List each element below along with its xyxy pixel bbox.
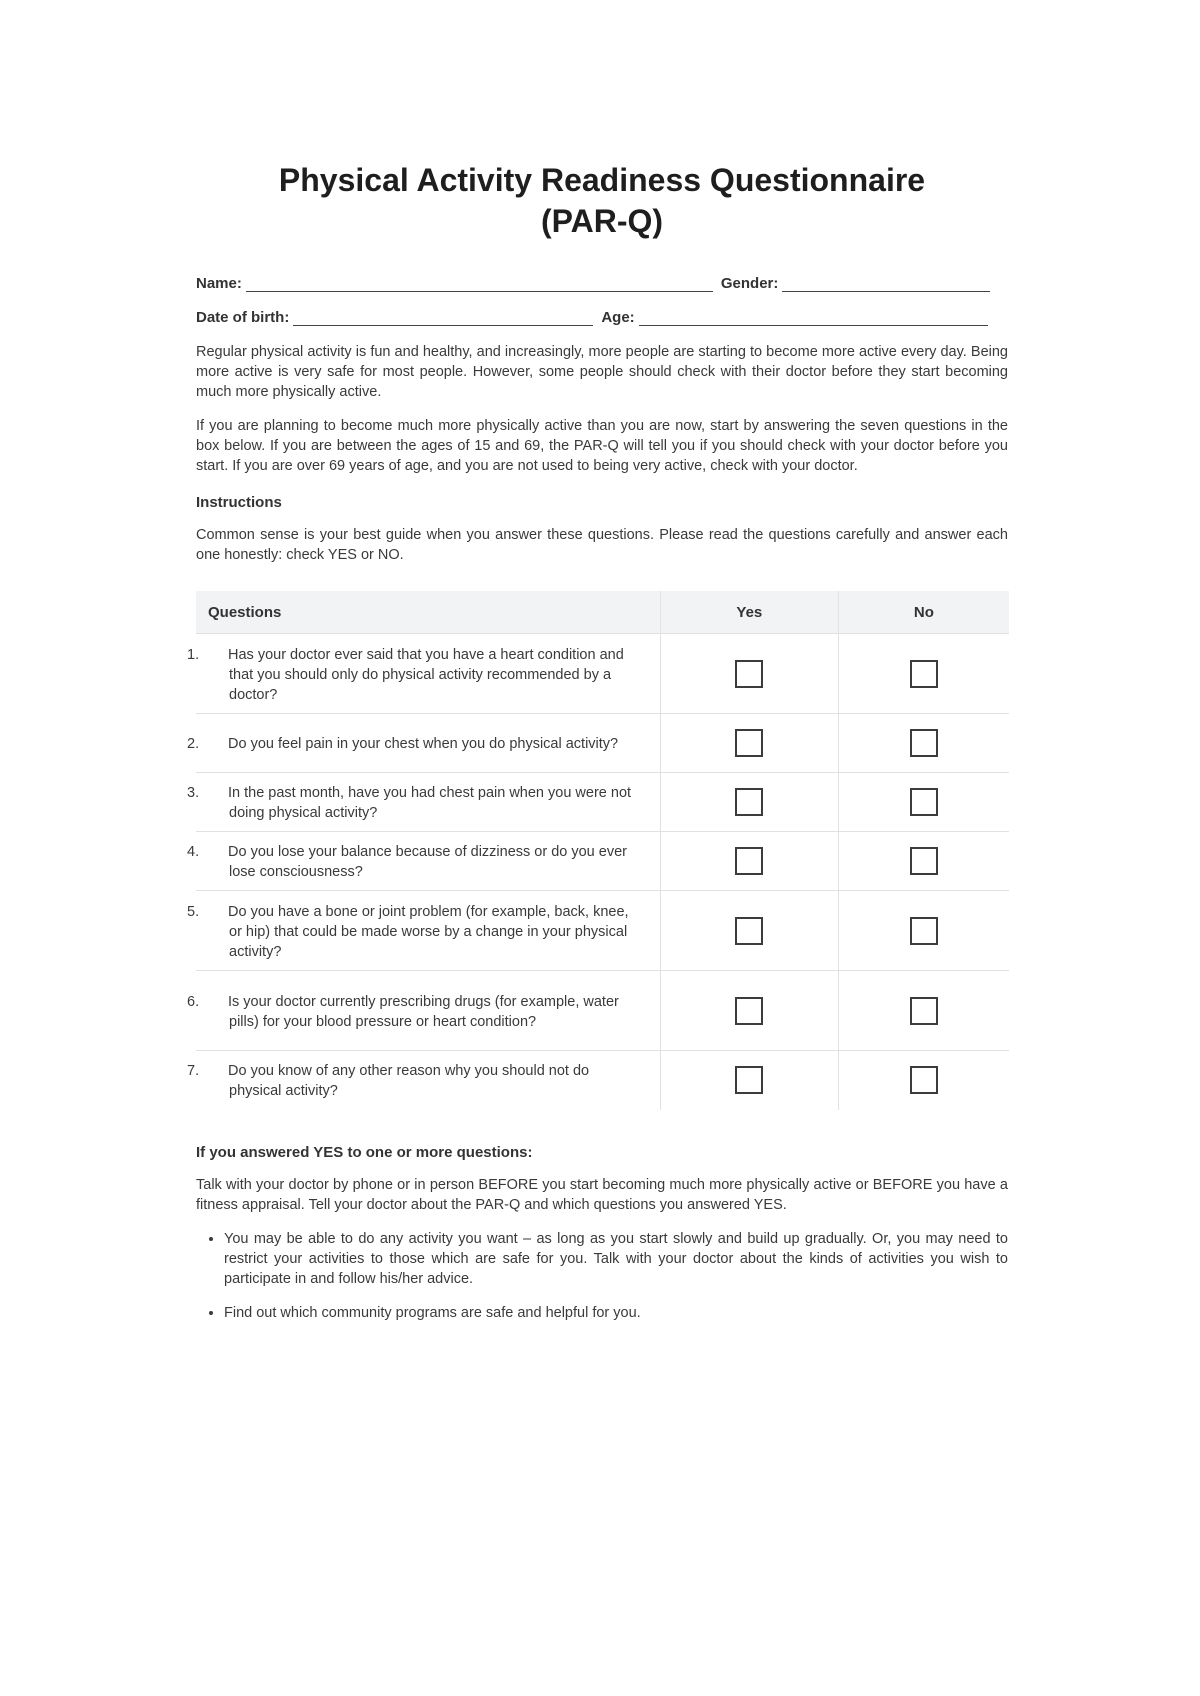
question-number: 4. [187, 844, 200, 860]
yes-cell [660, 1051, 838, 1110]
gender-label: Gender: [720, 275, 779, 292]
advice-list [196, 1229, 1008, 1323]
question-number: 3. [187, 785, 200, 801]
no-checkbox[interactable] [910, 729, 938, 757]
yes-checkbox[interactable] [735, 847, 763, 875]
questions-column-header: Questions [196, 591, 660, 634]
questions-table [187, 591, 1009, 1110]
yes-checkbox[interactable] [735, 660, 763, 688]
page-title-line-2: (PAR-Q) [540, 203, 664, 239]
yes-checkbox[interactable] [735, 1066, 763, 1094]
yes-cell [660, 773, 838, 832]
list-item: • You may be able to do any activity you want – as long as you start slowly and build up gradually. Or, you may need to restrict your activities to those which are safe for you. Talk with your doctor about the kinds of activities you wish to participate in and follow his/her advice. [224, 1229, 1008, 1289]
name-field[interactable] [246, 275, 713, 292]
page-title-line-1: Physical Activity Readiness Questionnaire [278, 162, 926, 198]
yes-checkbox[interactable] [735, 997, 763, 1025]
question-number: 6. [187, 993, 200, 1010]
question-number: 7. [187, 1063, 200, 1080]
table-row [196, 891, 1009, 971]
question-text: Is your doctor currently prescribing drugs (for example, water pills) for your blood pressure or heart condition? [228, 993, 619, 1030]
dob-label: Date of birth: [196, 309, 290, 326]
table-row [196, 832, 1009, 891]
yes-column-header: Yes [660, 591, 838, 634]
intro-paragraph-1: Regular physical activity is fun and healthy, and increasingly, more people are starting to become more active every day. Being more active is very safe for most people. However, some people should check with their doctor before they start becoming much more physically active. [196, 344, 1008, 400]
question-number: 1. [187, 646, 200, 663]
no-checkbox[interactable] [910, 917, 938, 945]
yes-checkbox[interactable] [735, 729, 763, 757]
no-cell [838, 634, 1009, 714]
list-item: • Find out which community programs are safe and helpful for you. [224, 1303, 1008, 1323]
question-cell [187, 714, 660, 773]
age-label: Age: [601, 309, 635, 326]
name-label: Name: [196, 275, 242, 292]
question-text: Do you know of any other reason why you should not do physical activity? [228, 1063, 590, 1100]
dob-field[interactable] [293, 309, 593, 326]
yes-section-text: Talk with your doctor by phone or in person BEFORE you start becoming much more physically active or BEFORE you have a fitness appraisal. Tell your doctor about the PAR-Q and which questions you answered YES. [196, 1176, 1008, 1213]
question-cell [187, 773, 660, 832]
no-checkbox[interactable] [910, 788, 938, 816]
table-header-row [196, 591, 1009, 634]
no-checkbox[interactable] [910, 1066, 938, 1094]
no-checkbox[interactable] [910, 997, 938, 1025]
yes-checkbox[interactable] [735, 788, 763, 816]
table-row [196, 634, 1009, 714]
age-field[interactable] [639, 309, 988, 326]
no-cell [838, 971, 1009, 1051]
no-cell [838, 714, 1009, 773]
yes-cell [660, 891, 838, 971]
dob-age-row [196, 304, 1008, 326]
question-cell [187, 891, 660, 971]
instructions-heading: Instructions [196, 494, 282, 511]
yes-checkbox[interactable] [735, 917, 763, 945]
question-text: Has your doctor ever said that you have a heart condition and that you should only do physical activity recommended by a doctor? [228, 646, 624, 703]
yes-cell [660, 714, 838, 773]
no-cell [838, 832, 1009, 891]
no-checkbox[interactable] [910, 847, 938, 875]
question-number: 5. [187, 903, 200, 920]
table-row [196, 773, 1009, 832]
no-checkbox[interactable] [910, 660, 938, 688]
question-text: Do you have a bone or joint problem (for example, back, knee, or hip) that could be made worse by a change in your physical activity? [228, 903, 629, 960]
question-text: Do you feel pain in your chest when you do physical activity? [228, 736, 619, 752]
question-cell [187, 1051, 660, 1110]
gender-field[interactable] [782, 275, 990, 292]
no-cell [838, 891, 1009, 971]
yes-cell [660, 634, 838, 714]
question-text: Do you lose your balance because of dizziness or do you ever lose consciousness? [228, 844, 627, 880]
table-row [196, 1051, 1009, 1110]
question-cell [187, 634, 660, 714]
page-title [196, 160, 1008, 242]
question-number: 2. [187, 736, 200, 752]
yes-cell [660, 832, 838, 891]
table-row [196, 714, 1009, 773]
table-row [196, 971, 1009, 1051]
no-cell [838, 773, 1009, 832]
instructions-text: Common sense is your best guide when you answer these questions. Please read the questions carefully and answer each one honestly: check YES or NO. [196, 527, 1008, 563]
document-page [187, 160, 1008, 1337]
question-text: In the past month, have you had chest pain when you were not doing physical activity? [228, 785, 632, 821]
intro-paragraph-2: If you are planning to become much more physically active than you are now, start by answering the seven questions in the box below. If you are between the ages of 15 and 69, the PAR-Q will tell you if you should check with your doctor before you start. If you are over 69 years of age, and you are not used to being very active, check with your doctor. [196, 418, 1008, 474]
no-cell [838, 1051, 1009, 1110]
yes-section-heading: If you answered YES to one or more questions: [196, 1143, 533, 1161]
no-column-header: No [838, 591, 1009, 634]
question-cell [187, 971, 660, 1051]
name-gender-row [196, 270, 1008, 292]
question-cell [187, 832, 660, 891]
yes-cell [660, 971, 838, 1051]
